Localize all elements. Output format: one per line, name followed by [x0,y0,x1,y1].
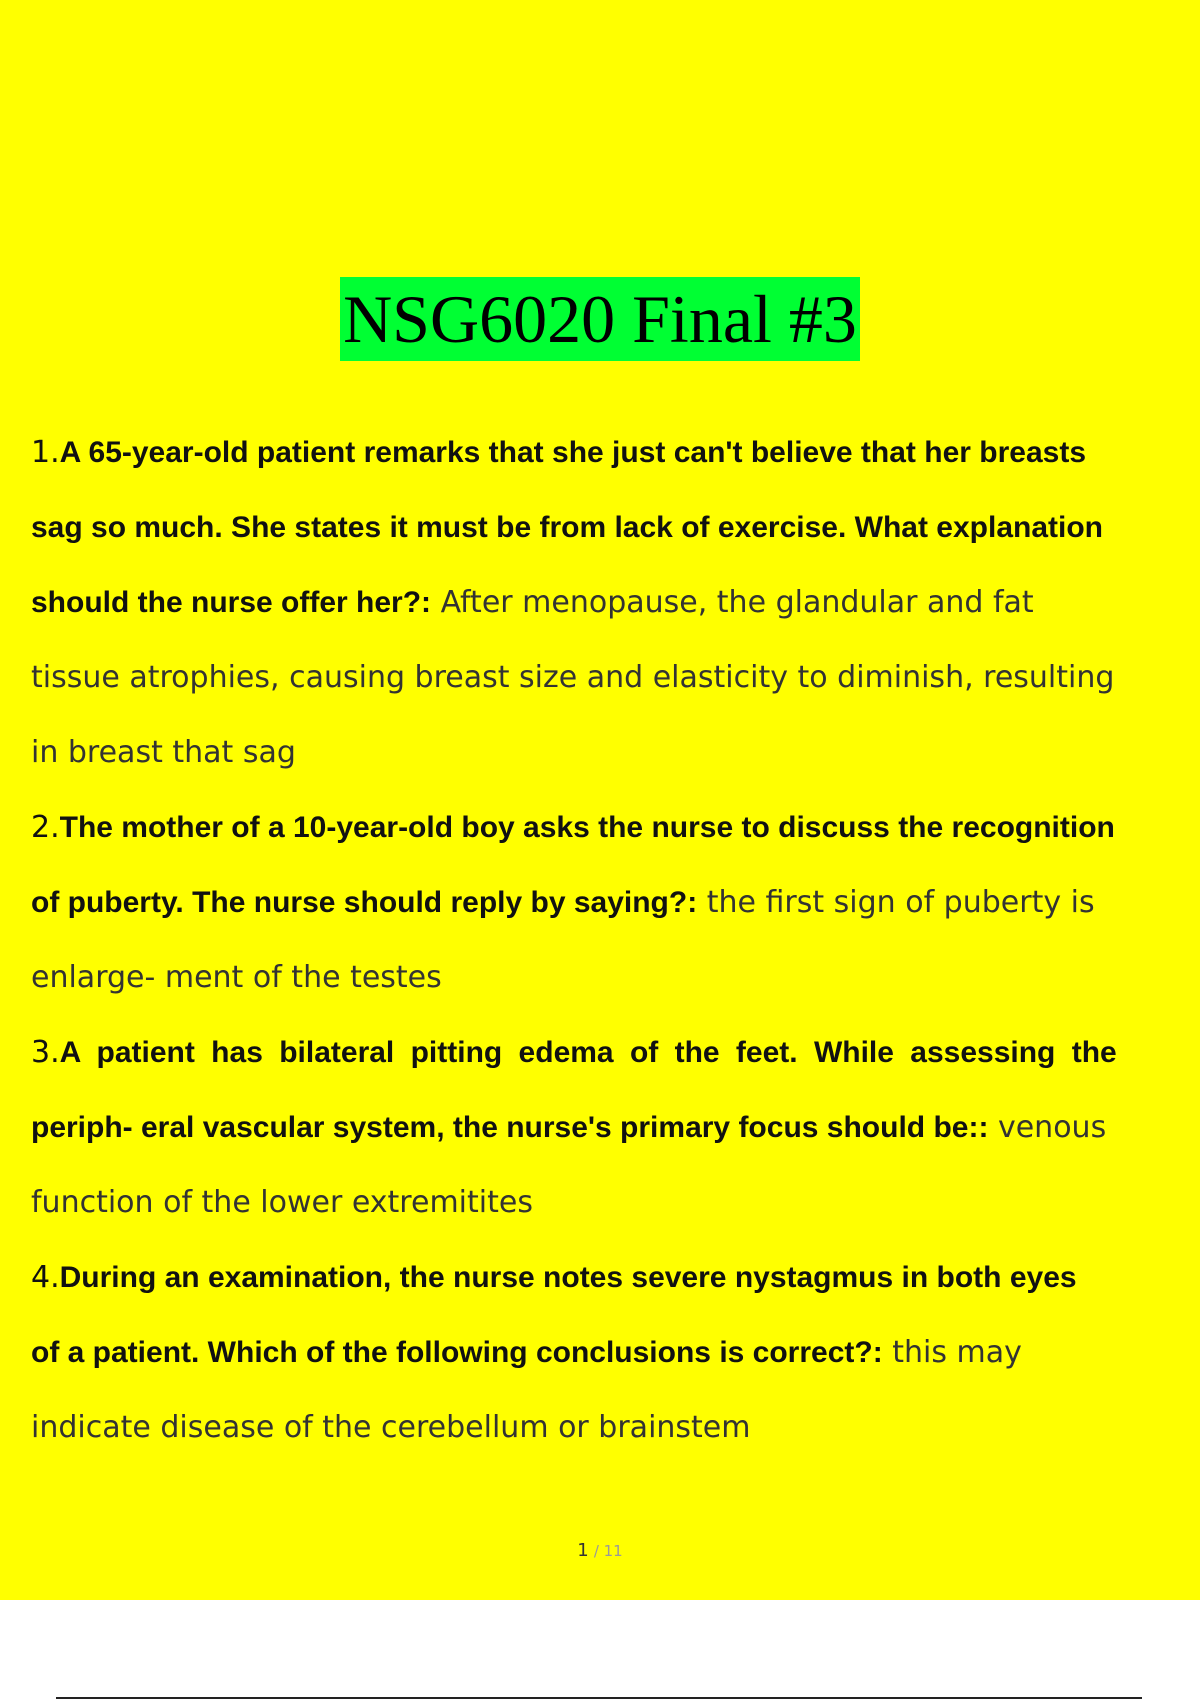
question-number: 1. [31,435,60,470]
question-line [60,415,1086,490]
answer-text: After menopause, the glandular and fat [431,585,1034,620]
question-body [31,865,1095,1015]
page-number-current: 1 [577,1540,589,1561]
question-line [60,1240,1077,1315]
question-number: 3. [31,1035,60,1070]
question-body [60,1015,1117,1090]
question-line [31,490,1114,565]
question-text: During an examination, the nurse notes severe nystagmus in both eyes [59,1261,1077,1294]
answer-text: the first sign of puberty is [697,885,1095,920]
question-item-2 [31,790,1200,865]
question-body [60,435,1086,490]
question-list [31,435,1200,1465]
question-text: periph- eral vascular system, the nurse's primary focus should be:: [31,1111,989,1144]
question-continuation [31,1315,1200,1465]
answer-line [31,940,1095,1015]
answer-line [31,640,1114,715]
page-number-total: / 11 [593,1542,623,1560]
question-continuation [31,865,1200,1015]
document-title: NSG6020 Final #3 [340,277,860,361]
answer-text: tissue atrophies, causing breast size and elasticity to diminish, resulting [31,660,1115,695]
question-item-3 [31,1015,1200,1090]
question-body [60,1240,1077,1315]
answer-text: in breast that sag [31,735,296,770]
question-line [60,1015,1117,1090]
question-body [31,490,1114,790]
question-text: sag so much. She states it must be from lack of exercise. What explanation [31,511,1103,544]
question-line [60,790,1115,865]
question-text: A patient has bilateral pitting edema of the feet. While assessing the [59,1036,1117,1069]
question-number: 2. [31,810,60,845]
answer-line [31,1390,1022,1465]
question-body [60,790,1115,865]
page-indicator [0,1540,1200,1561]
question-number: 4. [31,1260,60,1295]
answer-text: indicate disease of the cerebellum or brainstem [31,1410,751,1445]
question-text: of a patient. Which of the following conclusions is correct?: [31,1336,883,1369]
title-container [0,277,1200,361]
question-line [31,865,1095,940]
answer-text: this may [882,1335,1022,1370]
answer-text: function of the lower extremitites [31,1185,533,1220]
question-body [31,1090,1106,1240]
question-line [31,1090,1106,1165]
question-continuation [31,1090,1200,1240]
answer-line [31,715,1114,790]
question-line [31,565,1114,640]
question-line [31,1315,1022,1390]
question-item-4 [31,1240,1200,1315]
question-text: A 65-year-old patient remarks that she just can't believe that her breasts [59,436,1086,469]
question-text: should the nurse offer her?: [31,586,432,619]
question-body [31,1315,1022,1465]
answer-text: enlarge- ment of the testes [31,960,442,995]
question-text: The mother of a 10-year-old boy asks the nurse to discuss the recognition [59,811,1115,844]
answer-line [31,1165,1106,1240]
question-text: of puberty. The nurse should reply by saying?: [31,886,698,919]
question-continuation [31,490,1200,790]
footer-divider [56,1697,1142,1699]
answer-text: venous [988,1110,1107,1145]
question-item-1 [31,435,1200,490]
